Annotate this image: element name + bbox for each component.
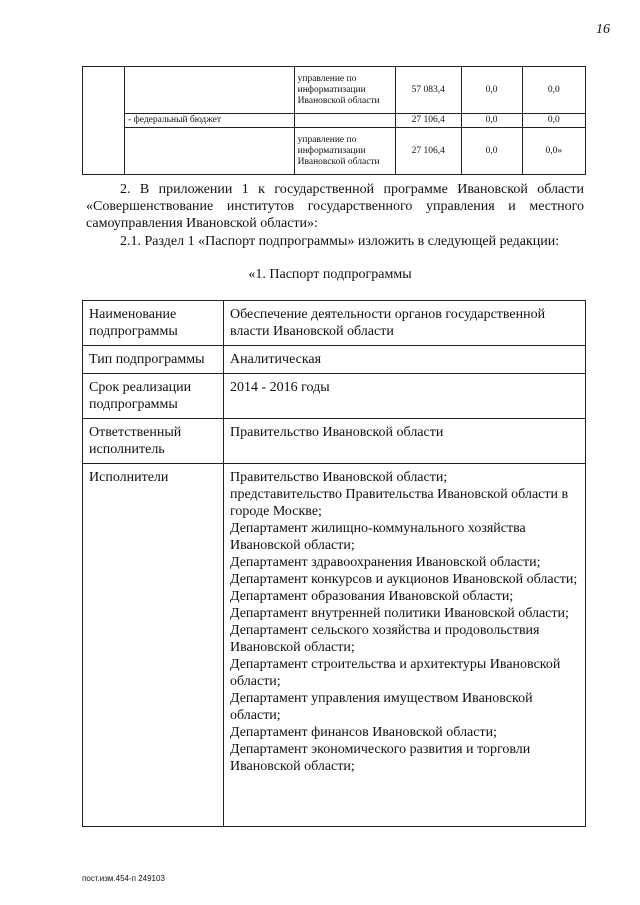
table-cell: 27 106,4 [395, 128, 461, 175]
passport-table [82, 300, 586, 827]
responsible-value: Правительство Ивановской области [224, 419, 586, 464]
table-row [83, 301, 586, 346]
term-value: 2014 - 2016 годы [224, 374, 586, 419]
list-item: Правительство Ивановской области; [230, 470, 448, 485]
list-item: Департамент финансов Ивановской области; [230, 725, 497, 740]
type-label: Тип подпрограммы [83, 346, 224, 374]
name-value: Обеспечение деятельности органов государственной власти Ивановской области [224, 301, 586, 346]
table-cell [83, 67, 125, 175]
table-cell: 57 083,4 [395, 67, 461, 114]
table-cell [294, 114, 395, 128]
executors-list [224, 464, 586, 827]
paragraph-amendment: 2. В приложении 1 к государственной программе Ивановской области «Совершенствование институтов государственного управления и местного самоуправления Ивановской области»: [86, 182, 584, 231]
list-item: Департамент жилищно-коммунального хозяйства Ивановской области; [230, 521, 526, 553]
list-item: Департамент управления имуществом Ивановской области; [230, 691, 533, 723]
list-item: Департамент образования Ивановской области; [230, 589, 514, 604]
executors-label: Исполнители [83, 464, 224, 827]
table-cell: управление по информатизации Ивановской области [294, 67, 395, 114]
table-row [83, 128, 586, 175]
table-row [83, 419, 586, 464]
list-item: Департамент здравоохранения Ивановской области; [230, 555, 541, 570]
table-cell: 0,0 [522, 114, 585, 128]
table-row [83, 346, 586, 374]
list-item: Департамент внутренней политики Ивановской области; [230, 606, 569, 621]
list-item: представительство Правительства Ивановской области в городе Москве; [230, 487, 569, 519]
name-label: Наименование подпрограммы [83, 301, 224, 346]
table-cell: 0,0 [461, 114, 522, 128]
table-cell [125, 67, 295, 114]
table-cell: управление по информатизации Ивановской области [294, 128, 395, 175]
term-label: Срок реализации подпрограммы [83, 374, 224, 419]
list-item: Департамент строительства и архитектуры Ивановской области; [230, 657, 561, 689]
table-row [83, 374, 586, 419]
table-cell: 27 106,4 [395, 114, 461, 128]
table-row [83, 67, 586, 114]
footer-code: пост.изм.454-п 249103 [82, 874, 165, 883]
budget-table [82, 66, 586, 175]
table-row [83, 114, 586, 128]
type-value: Аналитическая [224, 346, 586, 374]
table-cell: 0,0 [461, 128, 522, 175]
table-cell: 0,0» [522, 128, 585, 175]
table-cell: - федеральный бюджет [125, 114, 295, 128]
section-heading: «1. Паспорт подпрограммы [248, 267, 412, 282]
table-cell [125, 128, 295, 175]
list-item: Департамент экономического развития и торговли Ивановской области; [230, 742, 531, 774]
list-item: Департамент сельского хозяйства и продовольствия Ивановской области; [230, 623, 540, 655]
paragraph-section: 2.1. Раздел 1 «Паспорт подпрограммы» изложить в следующей редакции: [120, 234, 560, 249]
responsible-label: Ответственный исполнитель [83, 419, 224, 464]
table-row [83, 464, 586, 827]
list-item: Департамент конкурсов и аукционов Ивановской области; [230, 572, 578, 587]
table-cell: 0,0 [522, 67, 585, 114]
page-number: 16 [596, 22, 610, 37]
table-cell: 0,0 [461, 67, 522, 114]
